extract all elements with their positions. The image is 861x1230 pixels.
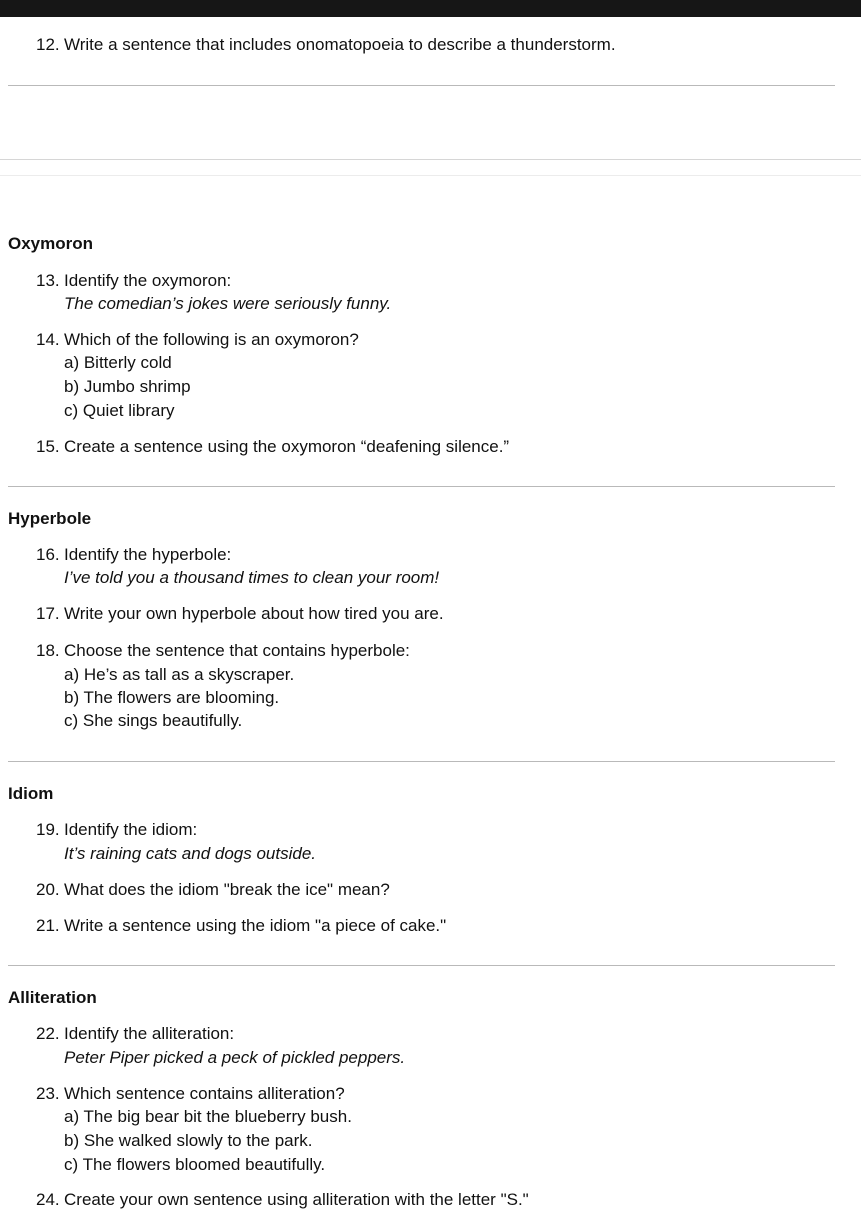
option-c: c) She sings beautifully. xyxy=(64,711,243,730)
section-heading-hyperbole: Hyperbole xyxy=(8,509,92,528)
example-sentence: Peter Piper picked a peck of pickled peppers. xyxy=(64,1048,406,1067)
question-number: 21. xyxy=(36,916,60,935)
section-divider xyxy=(8,965,835,966)
question-number: 23. xyxy=(36,1084,60,1103)
example-sentence: It’s raining cats and dogs outside. xyxy=(64,844,317,863)
section-heading-idiom: Idiom xyxy=(8,784,54,803)
question-number: 22. xyxy=(36,1024,60,1043)
question-24 xyxy=(36,1189,529,1211)
section-heading-oxymoron: Oxymoron xyxy=(8,234,94,253)
question-23 xyxy=(36,1083,345,1105)
option-b: b) The flowers are blooming. xyxy=(64,688,280,707)
question-number: 18. xyxy=(36,641,60,660)
question-13 xyxy=(36,270,231,292)
question-text: Identify the idiom: xyxy=(64,820,198,839)
question-text: Write your own hyperbole about how tired you are. xyxy=(64,604,444,623)
question-text: Which sentence contains alliteration? xyxy=(64,1084,345,1103)
question-number: 19. xyxy=(36,820,60,839)
question-17 xyxy=(36,603,444,625)
question-number: 13. xyxy=(36,271,60,290)
section-divider xyxy=(8,761,835,762)
question-text: Which of the following is an oxymoron? xyxy=(64,330,359,349)
question-15 xyxy=(36,436,509,458)
question-text: Identify the hyperbole: xyxy=(64,545,232,564)
option-c: c) Quiet library xyxy=(64,401,175,420)
question-21 xyxy=(36,915,446,937)
question-12 xyxy=(36,34,616,56)
question-text: Choose the sentence that contains hyperbole: xyxy=(64,641,410,660)
question-18 xyxy=(36,640,410,662)
answer-line xyxy=(8,85,835,86)
section-heading-alliteration: Alliteration xyxy=(8,988,97,1007)
top-dark-bar xyxy=(0,0,861,17)
question-text: Create your own sentence using alliteration with the letter "S." xyxy=(64,1190,529,1209)
question-text: Create a sentence using the oxymoron “deafening silence.” xyxy=(64,437,510,456)
option-b: b) She walked slowly to the park. xyxy=(64,1131,313,1150)
section-divider xyxy=(8,486,835,487)
question-number: 16. xyxy=(36,545,60,564)
question-22 xyxy=(36,1023,234,1045)
question-number: 15. xyxy=(36,437,60,456)
option-a: a) The big bear bit the blueberry bush. xyxy=(64,1107,352,1126)
divider xyxy=(0,175,861,176)
question-number: 20. xyxy=(36,880,60,899)
answer-line xyxy=(0,159,861,160)
question-14 xyxy=(36,329,359,351)
question-16 xyxy=(36,544,231,566)
example-sentence: I’ve told you a thousand times to clean your room! xyxy=(64,568,440,587)
example-sentence: The comedian’s jokes were seriously funny. xyxy=(64,294,392,313)
question-text: Identify the alliteration: xyxy=(64,1024,235,1043)
question-number: 14. xyxy=(36,330,60,349)
option-a: a) He’s as tall as a skyscraper. xyxy=(64,665,295,684)
question-number: 12. xyxy=(36,35,60,54)
question-number: 24. xyxy=(36,1190,60,1209)
option-b: b) Jumbo shrimp xyxy=(64,377,191,396)
question-text: What does the idiom "break the ice" mean? xyxy=(64,880,390,899)
question-number: 17. xyxy=(36,604,60,623)
question-20 xyxy=(36,879,390,901)
option-a: a) Bitterly cold xyxy=(64,353,172,372)
question-text: Write a sentence using the idiom "a piece of cake." xyxy=(64,916,447,935)
question-19 xyxy=(36,819,197,841)
question-text: Identify the oxymoron: xyxy=(64,271,232,290)
question-text: Write a sentence that includes onomatopoeia to describe a thunderstorm. xyxy=(64,35,616,54)
option-c: c) The flowers bloomed beautifully. xyxy=(64,1155,326,1174)
